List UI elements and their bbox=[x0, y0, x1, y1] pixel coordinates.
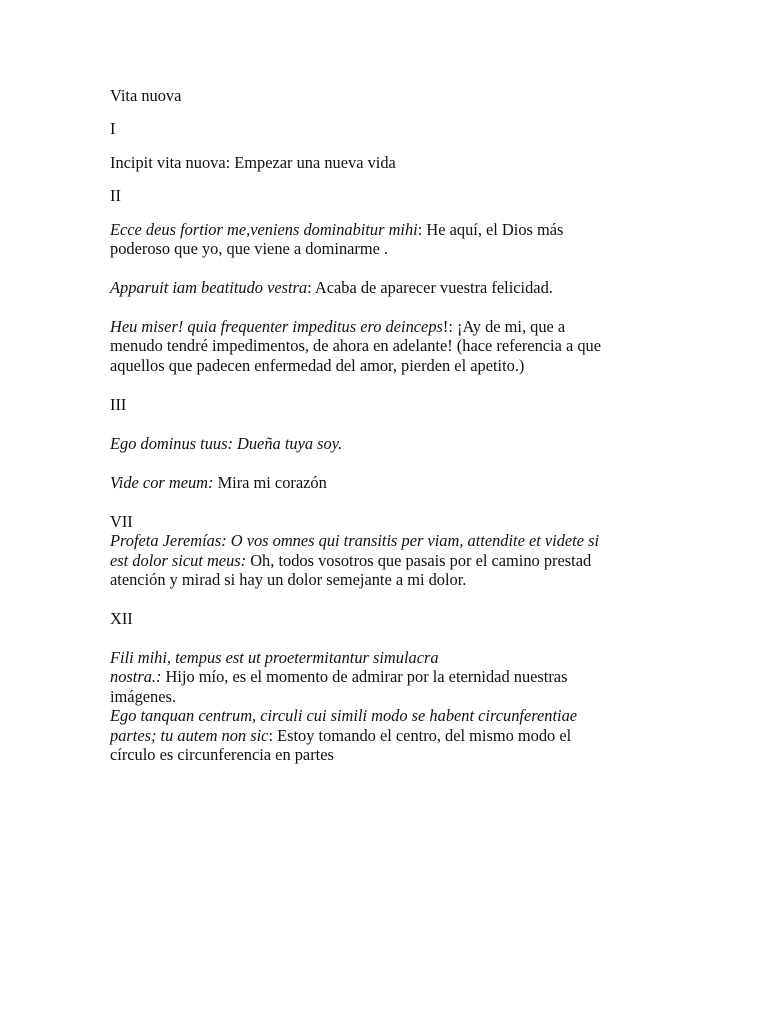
latin-quote: Vide cor meum: bbox=[110, 472, 214, 492]
translation-text: menudo tendré impedimentos, de ahora en adelante! (hace referencia a que bbox=[110, 336, 602, 356]
latin-quote: Apparuit iam beatitudo vestra bbox=[110, 278, 308, 298]
latin-quote: Ego dominus tuus: Dueña tuya soy. bbox=[110, 433, 343, 453]
translation-text: : Acaba de aparecer vuestra felicidad. bbox=[307, 278, 553, 298]
latin-quote: Ecce deus fortior me,veniens dominabitur mihi bbox=[110, 219, 418, 239]
section-heading-i: I bbox=[110, 119, 116, 139]
section-iii-paragraph-2 bbox=[110, 473, 658, 492]
translation-text: Oh, todos vosotros que pasais por el camino prestad bbox=[246, 550, 592, 570]
section-ii-paragraph-1 bbox=[110, 220, 658, 259]
section-ii-paragraph-3 bbox=[110, 317, 658, 375]
translation-text: : Estoy tomando el centro, del mismo modo el bbox=[268, 725, 572, 745]
document-title: Vita nuova bbox=[110, 86, 182, 105]
section-xii-paragraph bbox=[110, 648, 658, 764]
section-iii-paragraph-1 bbox=[110, 434, 658, 453]
latin-quote: Profeta Jeremías: O vos omnes qui transitis per viam, attendite et videte si bbox=[110, 531, 600, 551]
section-vii-paragraph bbox=[110, 531, 658, 589]
translation-text: : He aquí, el Dios más bbox=[417, 219, 564, 239]
section-ii-paragraph-2 bbox=[110, 278, 658, 297]
translation-text: Mira mi corazón bbox=[213, 472, 327, 492]
section-i-text: Incipit vita nuova: Empezar una nueva vida bbox=[110, 152, 396, 172]
section-heading-xii: XII bbox=[110, 609, 133, 629]
latin-quote: partes; tu autem non sic bbox=[110, 725, 269, 745]
latin-quote: Ego tanquan centrum, circuli cui simili modo se habent circunferentiae bbox=[110, 706, 578, 726]
latin-quote: Fili mihi, tempus est ut proetermitantur simulacra bbox=[110, 648, 439, 668]
latin-quote: nostra.: bbox=[110, 667, 162, 687]
translation-text: imágenes. bbox=[110, 686, 176, 706]
translation-text: !: ¡Ay de mi, que a bbox=[442, 317, 566, 337]
section-heading-ii: II bbox=[110, 186, 121, 206]
translation-text: atención y mirad si hay un dolor semejante a mi dolor. bbox=[110, 570, 467, 590]
translation-text: aquellos que padecen enfermedad del amor, pierden el apetito.) bbox=[110, 355, 525, 375]
document-page bbox=[110, 86, 658, 765]
translation-text: círculo es circunferencia en partes bbox=[110, 745, 334, 765]
latin-quote: Heu miser! quia frequenter impeditus ero deinceps bbox=[110, 317, 443, 337]
latin-quote: est dolor sicut meus: bbox=[110, 550, 247, 570]
section-heading-vii: VII bbox=[110, 511, 133, 531]
translation-text: poderoso que yo, que viene a dominarme . bbox=[110, 239, 389, 259]
translation-text: Hijo mío, es el momento de admirar por la eternidad nuestras bbox=[161, 667, 568, 687]
section-heading-iii: III bbox=[110, 394, 127, 414]
